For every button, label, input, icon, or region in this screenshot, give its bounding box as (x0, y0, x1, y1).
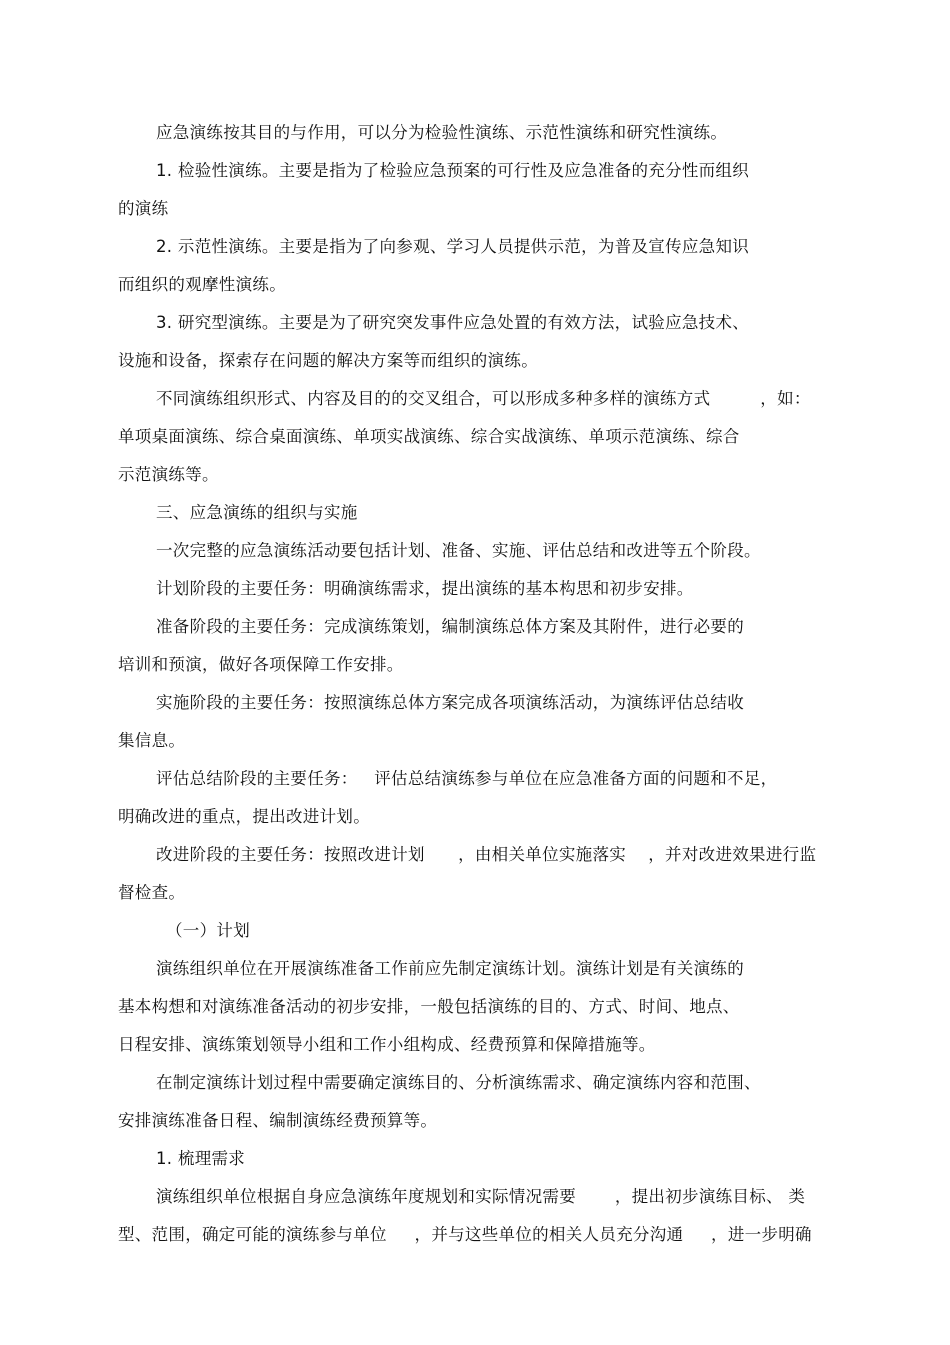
list-item-2-continuation: 而组织的观摩性演练。 (118, 275, 286, 294)
paragraph-continuation: 示范演练等。 (118, 465, 219, 484)
paragraph-line: 演练组织单位根据自身应急演练年度规划和实际情况需要 ，提出初步演练目标、 类 (156, 1187, 806, 1206)
paragraph-continuation: 督检查。 (118, 883, 186, 902)
paragraph-continuation: 培训和预演，做好各项保障工作安排。 (118, 655, 404, 674)
paragraph-line: 实施阶段的主要任务：按照演练总体方案完成各项演练活动，为演练评估总结收 (156, 693, 744, 712)
paragraph-continuation: 单项桌面演练、综合桌面演练、单项实战演练、综合实战演练、单项示范演练、综合 (118, 427, 740, 446)
subsection-heading: （一）计划 (166, 921, 250, 940)
paragraph-line: 改进阶段的主要任务：按照改进计划 ，由相关单位实施落实 ，并对改进效果进行监 (156, 845, 817, 864)
paragraph-line: 评估总结阶段的主要任务： 评估总结演练参与单位在应急准备方面的问题和不足， (156, 769, 778, 788)
paragraph-line: 在制定演练计划过程中需要确定演练目的、分析演练需求、确定演练内容和范围、 (156, 1073, 761, 1092)
paragraph-line: 准备阶段的主要任务：完成演练策划，编制演练总体方案及其附件，进行必要的 (156, 617, 744, 636)
list-item-1-continuation: 的演练 (118, 199, 169, 218)
list-item-2-line: 2. 示范性演练。主要是指为了向参观、学习人员提供示范，为普及宣传应急知识 (156, 237, 750, 256)
paragraph-line: 一次完整的应急演练活动要包括计划、准备、实施、评估总结和改进等五个阶段。 (156, 541, 761, 560)
paragraph-continuation: 日程安排、演练策划领导小组和工作小组构成、经费预算和保障措施等。 (118, 1035, 656, 1054)
list-item-3-continuation: 设施和设备，探索存在问题的解决方案等而组织的演练。 (118, 351, 538, 370)
list-item-3-line: 3. 研究型演练。主要是为了研究突发事件应急处置的有效方法，试验应急技术、 (156, 313, 750, 332)
numbered-heading: 1. 梳理需求 (156, 1149, 246, 1168)
paragraph-line: 计划阶段的主要任务：明确演练需求，提出演练的基本构思和初步安排。 (156, 579, 694, 598)
paragraph-line: 不同演练组织形式、内容及目的的交叉组合，可以形成多种多样的演练方式 ，如： (156, 389, 811, 408)
paragraph-continuation: 安排演练准备日程、编制演练经费预算等。 (118, 1111, 438, 1130)
list-item-1-line: 1. 检验性演练。主要是指为了检验应急预案的可行性及应急准备的充分性而组织 (156, 161, 750, 180)
paragraph-continuation: 型、范围，确定可能的演练参与单位 ，并与这些单位的相关人员充分沟通 ，进一步明确 (118, 1225, 812, 1244)
paragraph-line: 演练组织单位在开展演练准备工作前应先制定演练计划。演练计划是有关演练的 (156, 959, 744, 978)
paragraph-continuation: 基本构想和对演练准备活动的初步安排，一般包括演练的目的、方式、时间、地点、 (118, 997, 740, 1016)
paragraph-continuation: 集信息。 (118, 731, 186, 750)
paragraph-line: 应急演练按其目的与作用，可以分为检验性演练、示范性演练和研究性演练。 (156, 123, 728, 142)
section-heading: 三、应急演练的组织与实施 (156, 503, 358, 522)
paragraph-continuation: 明确改进的重点，提出改进计划。 (118, 807, 370, 826)
